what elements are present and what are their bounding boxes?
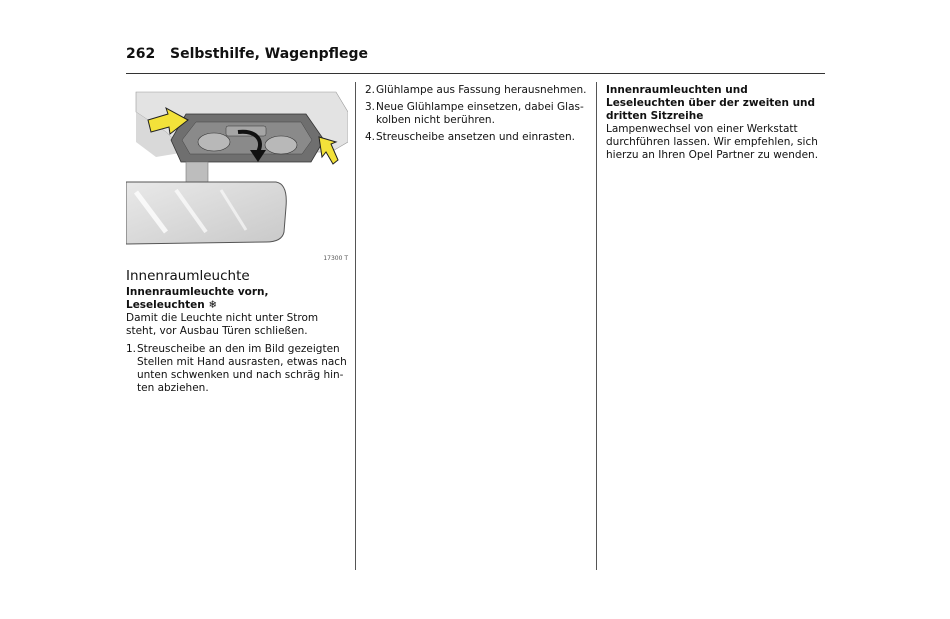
figure-code: 17300 T xyxy=(323,255,348,262)
col2-content xyxy=(365,84,587,148)
header-divider xyxy=(126,73,825,74)
lamp-illustration xyxy=(126,82,348,262)
subsection-heading: Innenraumleuchte vorn, Leseleuchten ❄ xyxy=(126,286,269,311)
rear-lights-paragraph: Lampenwechsel von einer Werkstatt durchführen lassen. Wir empfehlen, sich hierzu an Ihren Opel Partner zu wenden. xyxy=(606,123,819,161)
col3-content xyxy=(606,84,824,162)
list-item: 4. Streuscheibe ansetzen und einrasten. xyxy=(365,131,575,143)
lens-right xyxy=(265,136,297,154)
intro-paragraph: Damit die Leuchte nicht unter Strom steht, vor Ausbau Türen schließen. xyxy=(126,312,319,337)
page-number: 262 xyxy=(126,46,156,62)
page-title: Selbsthilfe, Wagenpflege xyxy=(170,46,369,62)
col1-content xyxy=(126,286,348,399)
steps-list-col1 xyxy=(126,343,348,395)
snowflake-icon: ❄ xyxy=(208,299,218,311)
interior-light-drawing xyxy=(126,82,348,262)
list-item: 2. Glühlampe aus Fassung herausnehmen. xyxy=(365,84,587,96)
column-divider-1 xyxy=(355,82,356,570)
lens-left xyxy=(198,133,230,151)
subsection-heading-rear: Innenraumleuchten und Leseleuchten über der zweiten und dritten Sitzreihe xyxy=(606,84,816,122)
list-item: 3. Neue Glühlampe einsetzen, dabei Glas-kolben nicht berühren. xyxy=(365,101,584,126)
column-divider-2 xyxy=(596,82,597,570)
section-heading: Innenraumleuchte xyxy=(126,268,250,284)
page-header xyxy=(126,46,826,74)
list-item: 1. Streuscheibe an den im Bild gezeigten Stellen mit Hand ausrasten, etwas nach unten schwenken und nach schräg hin-ten abziehen. xyxy=(126,343,347,394)
steps-list-col2 xyxy=(365,84,587,144)
